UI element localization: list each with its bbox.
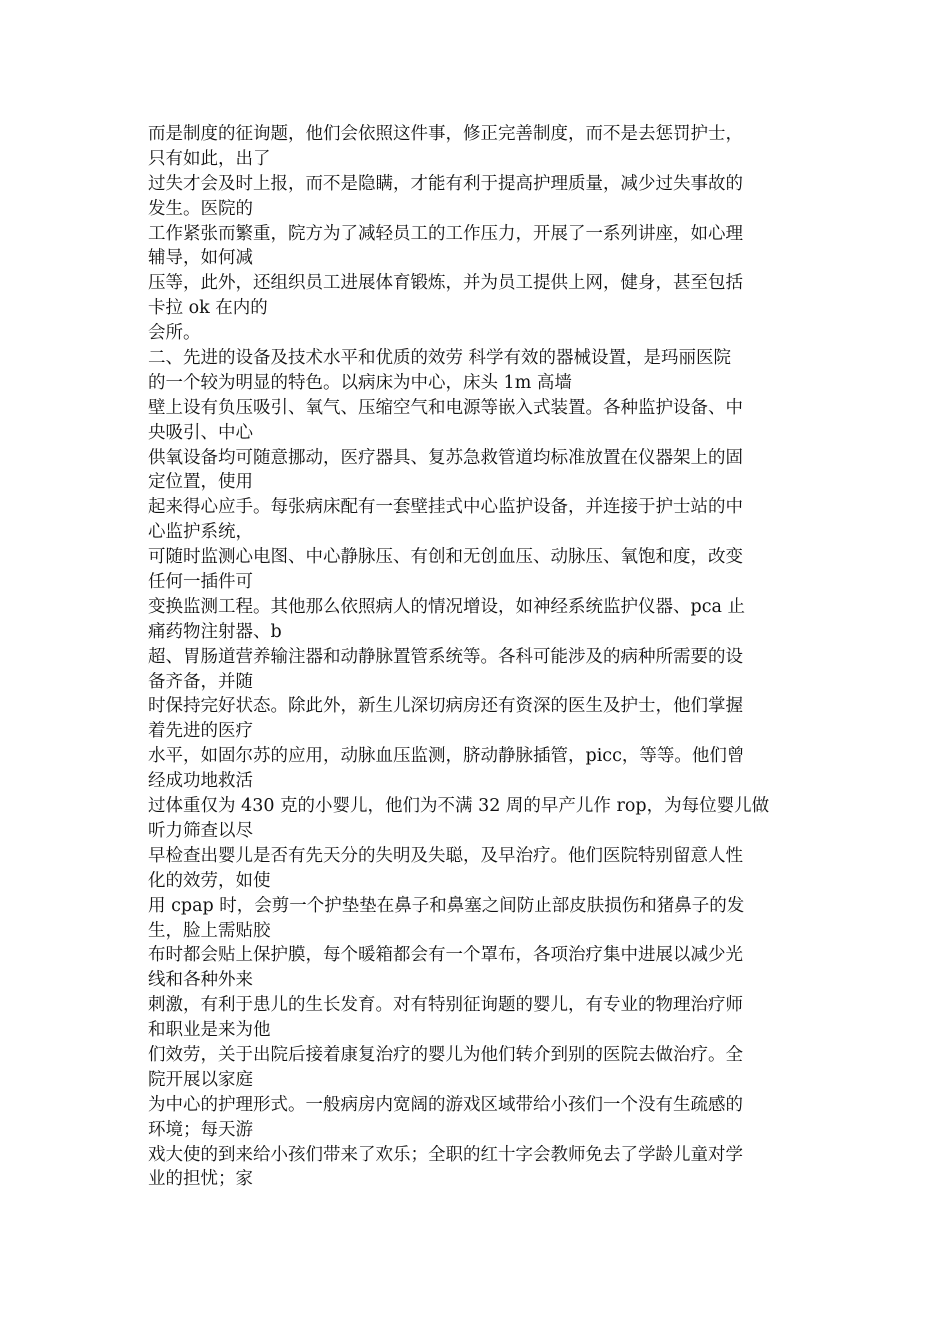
text-line: 水平，如固尔苏的应用，动脉血压监测，脐动静脉插管，picc，等等。他们曾 — [148, 746, 745, 767]
text-line: 二、先进的设备及技术水平和优质的效劳 科学有效的器械设置，是玛丽医院 — [148, 348, 732, 369]
text-line: 会所。 — [148, 323, 201, 344]
text-line: 工作紧张而繁重，院方为了减轻员工的工作压力，开展了一系列讲座，如心理 — [148, 223, 743, 244]
text-line: 压等，此外，还组织员工进展体育锻炼，并为员工提供上网，健身，甚至包括 — [148, 273, 743, 294]
text-line: 定位置，使用 — [148, 472, 253, 493]
text-line: 刺激，有利于患儿的生长发育。对有特别征询题的婴儿，有专业的物理治疗师 — [148, 995, 743, 1016]
text-line: 经成功地救活 — [148, 771, 253, 792]
text-line: 过失才会及时上报，而不是隐瞒，才能有利于提高护理质量，减少过失事故的 — [148, 173, 743, 194]
text-line: 起来得心应手。每张病床配有一套壁挂式中心监护设备，并连接于护士站的中 — [148, 497, 743, 518]
text-line: 时保持完好状态。除此外，新生儿深切病房还有资深的医生及护士，他们掌握 — [148, 696, 743, 717]
text-line: 而是制度的征询题，他们会依照这件事，修正完善制度，而不是去惩罚护士， — [148, 124, 743, 144]
text-line: 布时都会贴上保护膜，每个暖箱都会有一个罩布，各项治疗集中进展以减少光 — [148, 945, 743, 966]
text-line: 痛药物注射器、b — [148, 621, 282, 642]
document-body — [148, 122, 808, 1192]
text-line: 辅导，如何减 — [148, 248, 253, 269]
text-line: 业的担忧；家 — [148, 1169, 253, 1190]
text-line: 和职业是来为他 — [148, 1020, 271, 1041]
text-line: 心监护系统， — [148, 522, 253, 543]
text-line: 过体重仅为 430 克的小婴儿，他们为不满 32 周的早产儿作 rop，为每位婴儿做 — [148, 796, 770, 817]
text-line: 们效劳，关于出院后接着康复治疗的婴儿为他们转介到别的医院去做治疗。全 — [148, 1044, 743, 1065]
text-line: 供氧设备均可随意挪动，医疗器具、复苏急救管道均标准放置在仪器架上的固 — [148, 447, 743, 468]
text-line: 着先进的医疗 — [148, 721, 253, 742]
text-line: 任何一插件可 — [148, 572, 253, 593]
text-line: 用 cpap 时，会剪一个护垫垫在鼻子和鼻塞之间防止部皮肤损伤和猪鼻子的发 — [148, 895, 745, 916]
text-line: 超、胃肠道营养输注器和动静脉置管系统等。各科可能涉及的病种所需要的设 — [148, 646, 743, 667]
text-line: 只有如此，出了 — [148, 148, 271, 169]
text-line: 的一个较为明显的特色。以病床为中心，床头 1m 高墙 — [148, 372, 572, 393]
text-line: 早检查出婴儿是否有先天分的失明及失聪，及早治疗。他们医院特别留意人性 — [148, 845, 743, 866]
text-line: 为中心的护理形式。一般病房内宽阔的游戏区域带给小孩们一个没有生疏感的 — [148, 1094, 743, 1115]
text-line: 生，脸上需贴胶 — [148, 920, 271, 941]
text-line: 化的效劳，如使 — [148, 870, 271, 891]
text-line: 听力筛查以尽 — [148, 820, 253, 841]
text-line: 发生。医院的 — [148, 198, 253, 219]
text-line: 环境；每天游 — [148, 1119, 253, 1140]
text-line: 线和各种外来 — [148, 970, 253, 991]
text-line: 可随时监测心电图、中心静脉压、有创和无创血压、动脉压、氧饱和度，改变 — [148, 547, 743, 568]
text-line: 备齐备，并随 — [148, 671, 253, 692]
text-line: 卡拉 ok 在内的 — [148, 298, 268, 319]
text-line: 变换监测工程。其他那么依照病人的情况增设，如神经系统监护仪器、pca 止 — [148, 596, 745, 617]
text-line: 院开展以家庭 — [148, 1069, 253, 1090]
text-line: 壁上设有负压吸引、氧气、压缩空气和电源等嵌入式装置。各种监护设备、中 — [148, 397, 743, 418]
text-line: 戏大使的到来给小孩们带来了欢乐；全职的红十字会教师免去了学龄儿童对学 — [148, 1144, 743, 1165]
text-line: 央吸引、中心 — [148, 422, 253, 443]
